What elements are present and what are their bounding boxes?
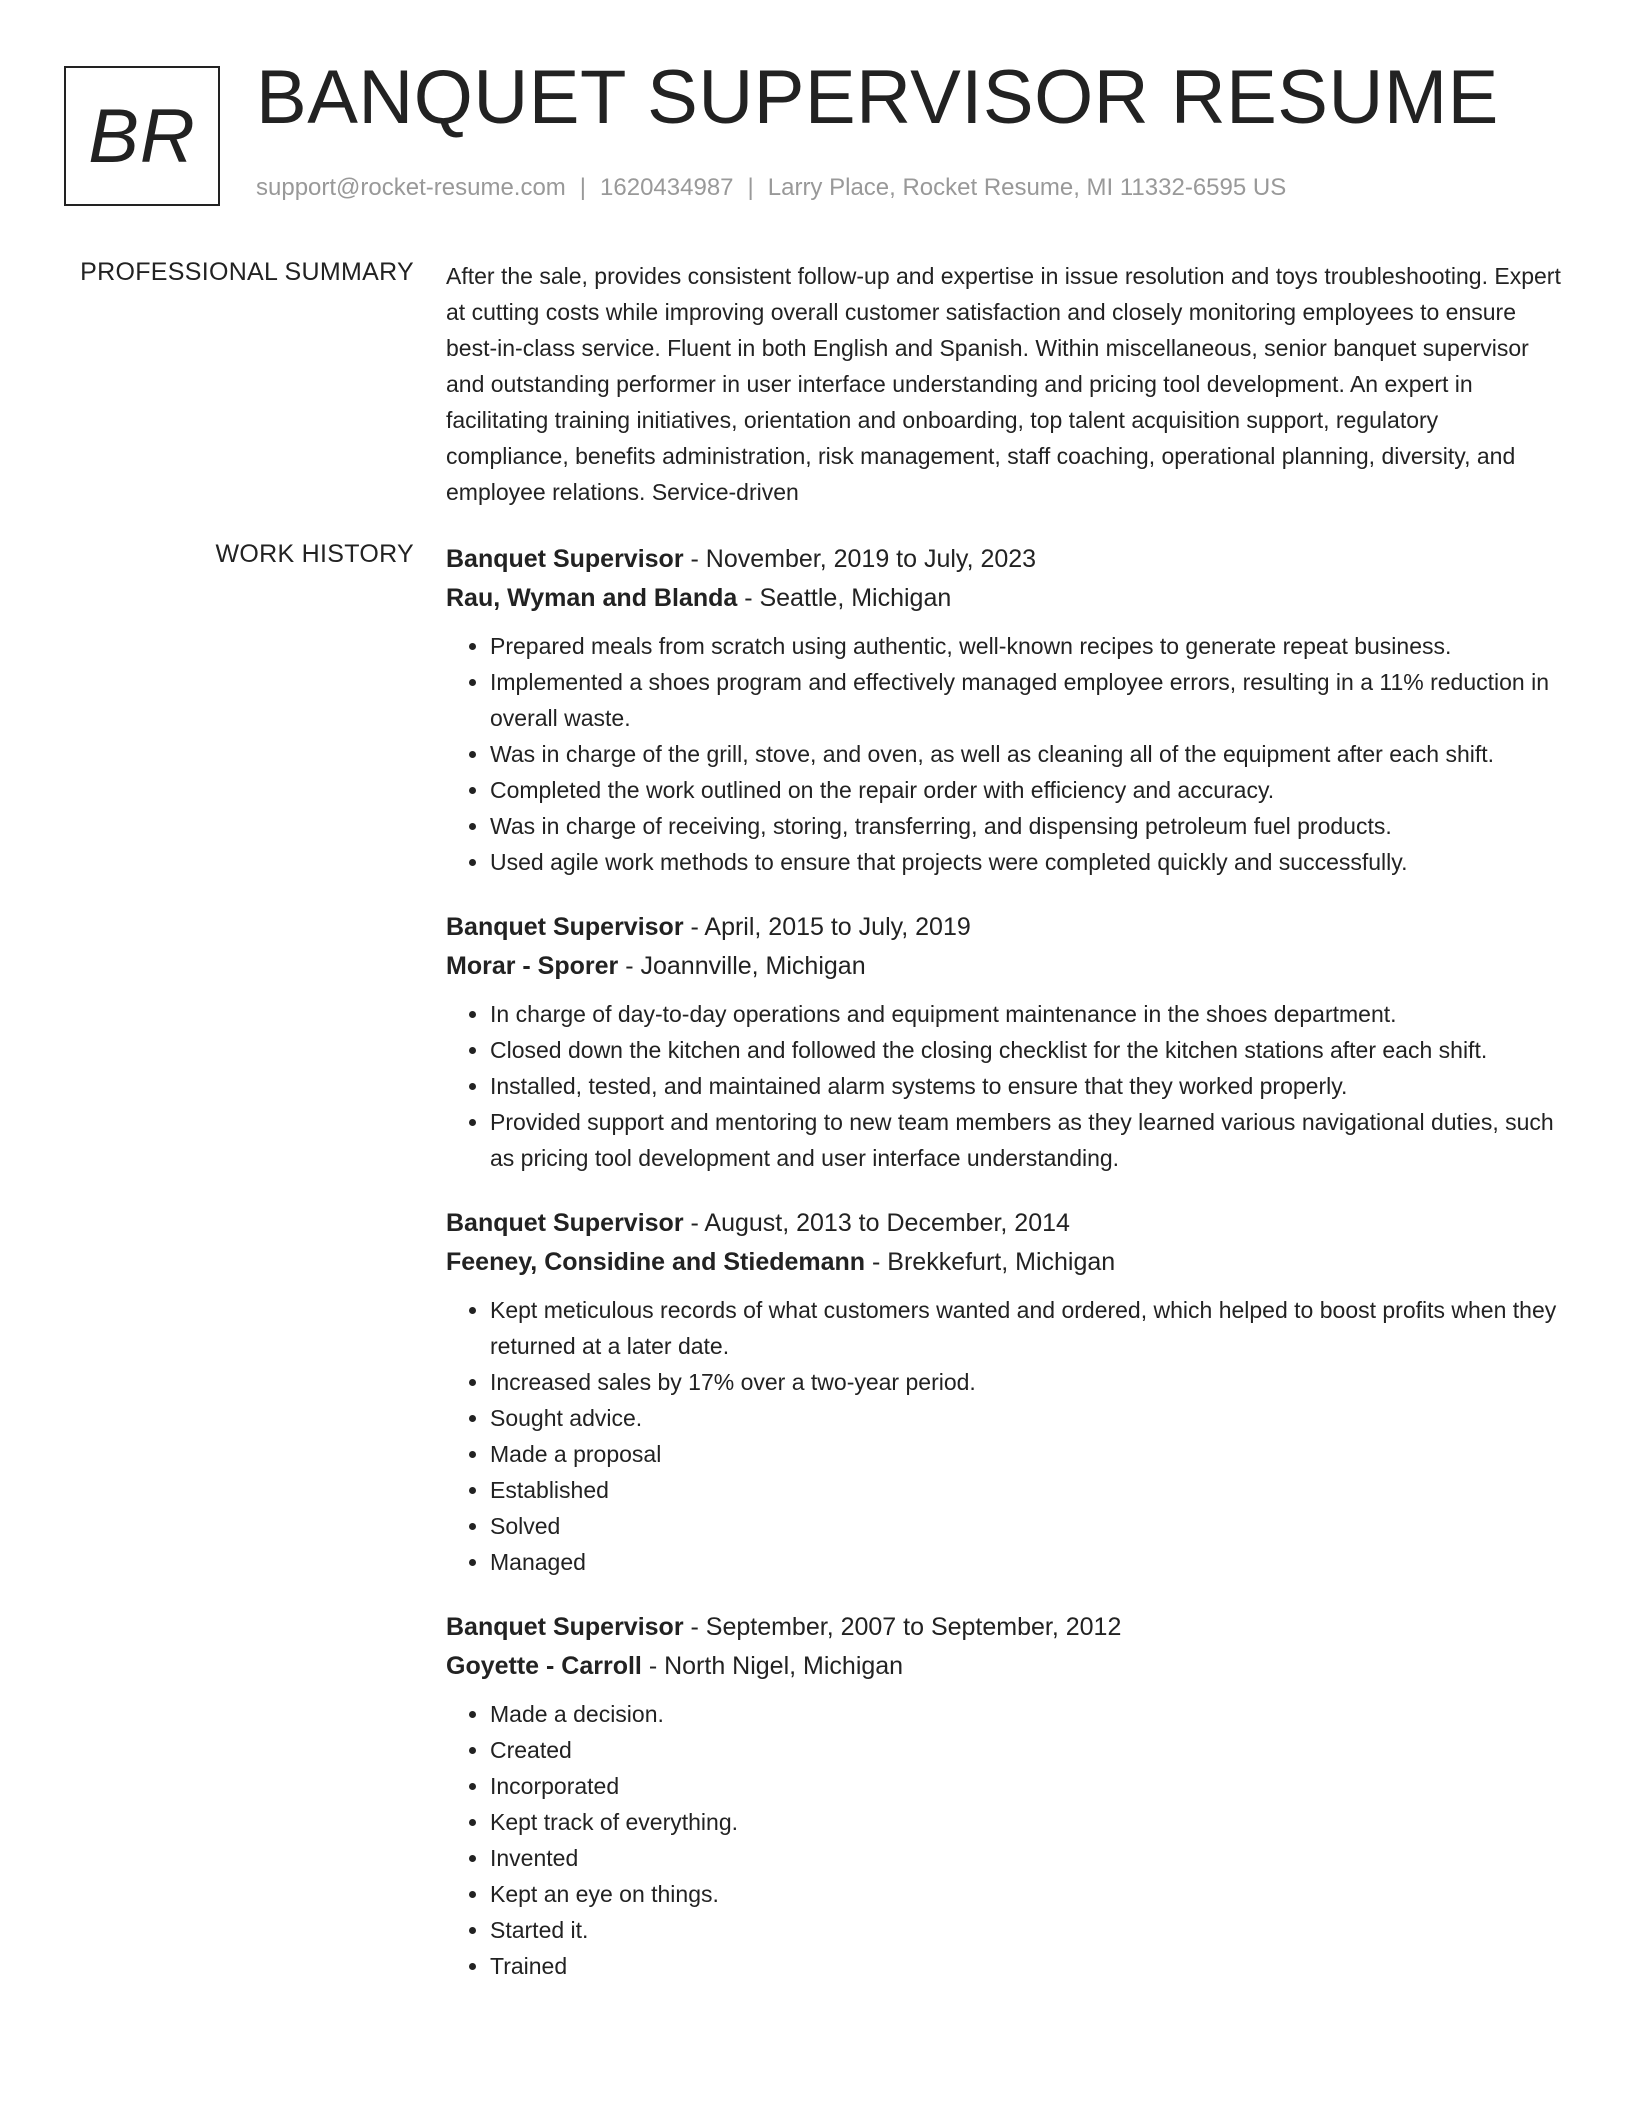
work-history-body [446, 540, 1566, 2012]
monogram-logo: BR [64, 66, 220, 206]
job-company-line [446, 1243, 1566, 1282]
job-location: - Brekkefurt, Michigan [865, 1248, 1116, 1276]
job-title-line [446, 908, 1566, 947]
job-dates: - September, 2007 to September, 2012 [683, 1613, 1122, 1641]
job-entry [446, 908, 1566, 1176]
section-label-work-history: WORK HISTORY [215, 540, 414, 568]
job-title: Banquet Supervisor [446, 913, 684, 941]
list-item: • Prepared meals from scratch using authentic, well-known recipes to generate repeat business. [490, 628, 1566, 664]
list-item: • Trained [490, 1948, 1566, 1984]
list-item: • Closed down the kitchen and followed the closing checklist for the kitchen stations after each shift. [490, 1032, 1566, 1068]
contact-separator: | [579, 174, 587, 201]
section-label-summary: PROFESSIONAL SUMMARY [80, 258, 414, 286]
job-dates: - August, 2013 to December, 2014 [683, 1209, 1070, 1237]
job-title: Banquet Supervisor [446, 1209, 684, 1237]
page-title: BANQUET SUPERVISOR RESUME [256, 55, 1499, 140]
list-item: • Started it. [490, 1912, 1566, 1948]
job-company: Goyette - Carroll [446, 1652, 642, 1680]
list-item: • Kept an eye on things. [490, 1876, 1566, 1912]
job-bullet-list [446, 1696, 1566, 1984]
contact-separator: | [747, 174, 754, 201]
list-item: • Kept track of everything. [490, 1804, 1566, 1840]
job-entry [446, 540, 1566, 880]
job-company: Feeney, Considine and Stiedemann [446, 1248, 866, 1276]
list-item: • Invented [490, 1840, 1566, 1876]
job-entry [446, 1204, 1566, 1580]
list-item: • Solved [490, 1508, 1566, 1544]
list-item: • Made a proposal [490, 1436, 1566, 1472]
job-location: - North Nigel, Michigan [641, 1652, 904, 1680]
job-company: Rau, Wyman and Blanda [446, 584, 738, 612]
job-entry [446, 1608, 1566, 1984]
list-item: • Incorporated [490, 1768, 1566, 1804]
list-item: • Created [490, 1732, 1566, 1768]
job-dates: - November, 2019 to July, 2023 [683, 545, 1037, 573]
list-item: • Increased sales by 17% over a two-year period. [490, 1364, 1566, 1400]
list-item: • Established [490, 1472, 1566, 1508]
list-item: • Installed, tested, and maintained alarm systems to ensure that they worked properly. [490, 1068, 1566, 1104]
list-item: • Sought advice. [490, 1400, 1566, 1436]
list-item: • Made a decision. [490, 1696, 1566, 1732]
job-company-line [446, 1647, 1566, 1686]
contact-line [256, 174, 1286, 202]
list-item: • Provided support and mentoring to new team members as they learned various navigational duties, such as pricing tool development and user interface understanding. [490, 1104, 1566, 1176]
contact-address: Larry Place, Rocket Resume, MI 11332-6595 US [767, 174, 1287, 201]
list-item: • Was in charge of receiving, storing, transferring, and dispensing petroleum fuel products. [490, 808, 1566, 844]
job-title: Banquet Supervisor [446, 1613, 684, 1641]
job-location: - Joannville, Michigan [618, 952, 866, 980]
job-location: - Seattle, Michigan [737, 584, 952, 612]
job-title-line [446, 540, 1566, 579]
job-title-line [446, 1204, 1566, 1243]
list-item: • Used agile work methods to ensure that projects were completed quickly and successfully. [490, 844, 1566, 880]
job-company-line [446, 579, 1566, 618]
job-company: Morar - Sporer [446, 952, 619, 980]
job-bullet-list [446, 996, 1566, 1176]
job-dates: - April, 2015 to July, 2019 [683, 913, 971, 941]
list-item: • Was in charge of the grill, stove, and oven, as well as cleaning all of the equipment after each shift. [490, 736, 1566, 772]
list-item: • Kept meticulous records of what customers wanted and ordered, which helped to boost profits when they returned at a later date. [490, 1292, 1566, 1364]
job-bullet-list [446, 1292, 1566, 1580]
job-title-line [446, 1608, 1566, 1647]
job-company-line [446, 947, 1566, 986]
job-bullet-list [446, 628, 1566, 880]
list-item: • Completed the work outlined on the repair order with efficiency and accuracy. [490, 772, 1566, 808]
job-title: Banquet Supervisor [446, 545, 684, 573]
contact-phone: 1620434987 [600, 174, 734, 201]
list-item: • In charge of day-to-day operations and equipment maintenance in the shoes department. [490, 996, 1566, 1032]
contact-email: support@rocket-resume.com [256, 174, 566, 201]
list-item: • Implemented a shoes program and effectively managed employee errors, resulting in a 11% reduction in overall waste. [490, 664, 1566, 736]
summary-body [446, 258, 1566, 510]
summary-text: After the sale, provides consistent follow-up and expertise in issue resolution and toys troubleshooting. Expert at cutting costs while improving overall customer satisfaction and closely monitoring employees to ensure best-in-class service. Fluent in both English and Spanish. Within miscellaneous, senior banquet supervisor and outstanding performer in user interface understanding and pricing tool development. An expert in facilitating training initiatives, orientation and onboarding, top talent acquisition support, regulatory compliance, benefits administration, risk management, staff coaching, operational planning, diversity, and employee relations. Service-driven [446, 263, 1561, 505]
list-item: • Managed [490, 1544, 1566, 1580]
